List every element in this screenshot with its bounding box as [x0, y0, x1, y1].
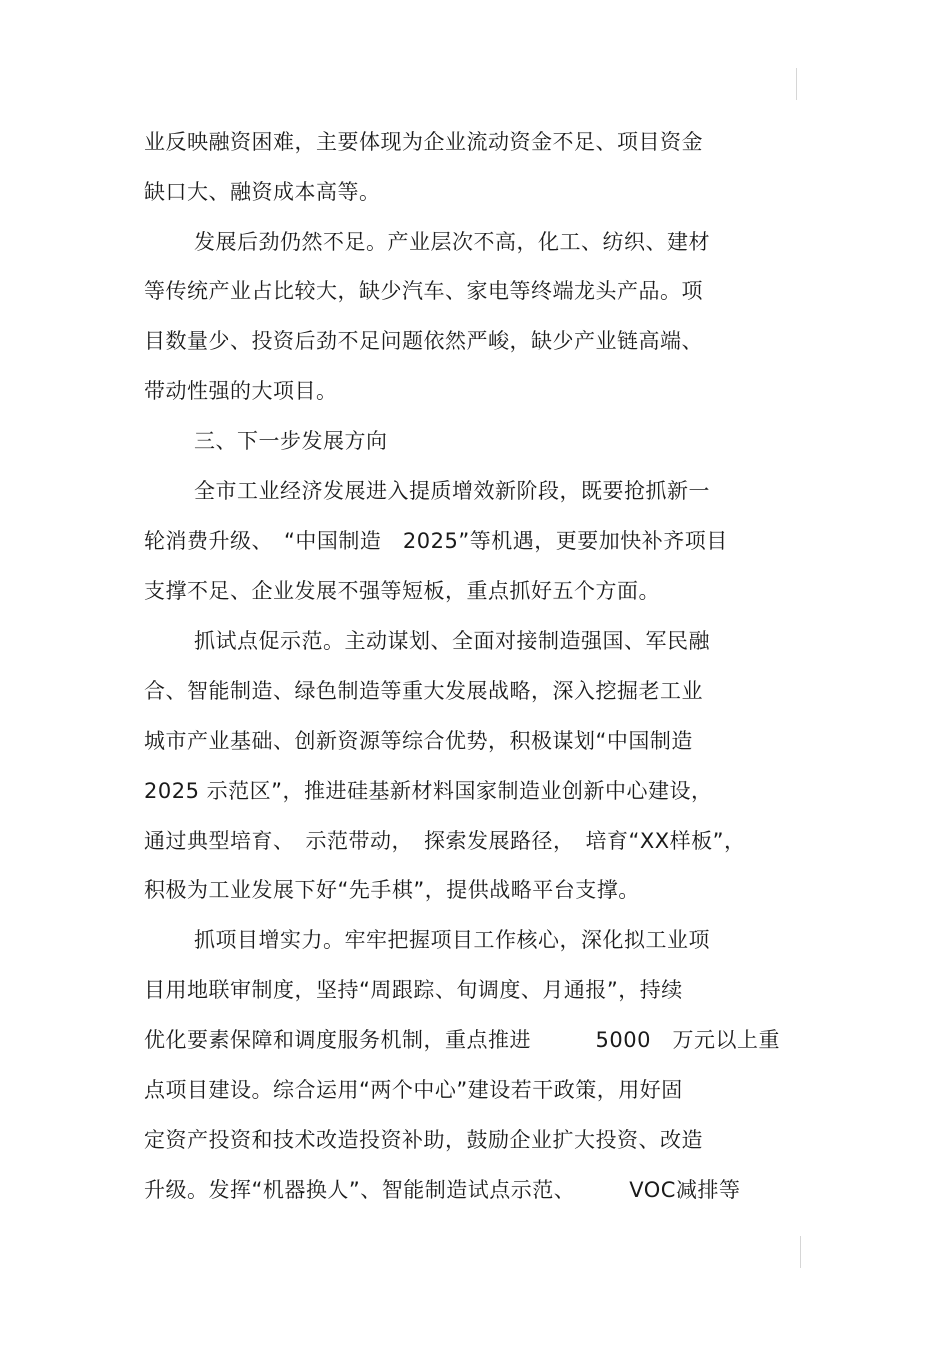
- text-line-4: 等传统产业占比较大，缺少汽车、家电等终端龙头产品。项: [144, 279, 703, 303]
- text-line-21: 定资产投资和技术改造投资补助，鼓励企业扩大投资、改造: [144, 1128, 703, 1152]
- section-heading: 三、下一步发展方向: [194, 429, 388, 453]
- text-line-9: 轮消费升级、 “中国制造 2025”等机遇，更要加快补齐项目: [144, 529, 728, 553]
- text-line-20: 点项目建设。综合运用“两个中心”建设若干政策，用好固: [144, 1078, 683, 1102]
- text-line-13: 城市产业基础、创新资源等综合优势，积极谋划“中国制造: [144, 729, 693, 753]
- margin-mark-bottom: [800, 1236, 801, 1268]
- text-line-8: 全市工业经济发展进入提质增效新阶段，既要抢抓新一: [194, 479, 710, 503]
- text-line-2: 缺口大、融资成本高等。: [144, 180, 381, 204]
- text-line-1: 业反映融资困难，主要体现为企业流动资金不足、项目资金: [144, 130, 703, 154]
- text-line-12: 合、智能制造、绿色制造等重大发展战略，深入挖掘老工业: [144, 679, 703, 703]
- text-line-22: 升级。发挥“机器换人”、智能制造试点示范、 VOC减排等: [144, 1178, 741, 1202]
- text-line-14: 2025 示范区”，推进硅基新材料国家制造业创新中心建设，: [144, 779, 713, 803]
- margin-mark-top: [796, 68, 797, 100]
- text-line-3: 发展后劲仍然不足。产业层次不高，化工、纺织、建材: [194, 230, 710, 254]
- text-line-19: 优化要素保障和调度服务机制，重点推进 5000 万元以上重: [144, 1028, 780, 1052]
- text-line-5: 目数量少、投资后劲不足问题依然严峻，缺少产业链高端、: [144, 329, 703, 353]
- text-line-18: 目用地联审制度，坚持“周跟踪、旬调度、月通报”，持续: [144, 978, 683, 1002]
- text-line-6: 带动性强的大项目。: [144, 379, 338, 403]
- text-line-17: 抓项目增实力。牢牢把握项目工作核心，深化拟工业项: [194, 928, 710, 952]
- text-line-16: 积极为工业发展下好“先手棋”，提供战略平台支撑。: [144, 878, 640, 902]
- text-line-10: 支撑不足、企业发展不强等短板，重点抓好五个方面。: [144, 579, 660, 603]
- text-line-11: 抓试点促示范。主动谋划、全面对接制造强国、军民融: [194, 629, 710, 653]
- text-line-15: 通过典型培育、 示范带动， 探索发展路径， 培育“XX样板”，: [144, 829, 746, 853]
